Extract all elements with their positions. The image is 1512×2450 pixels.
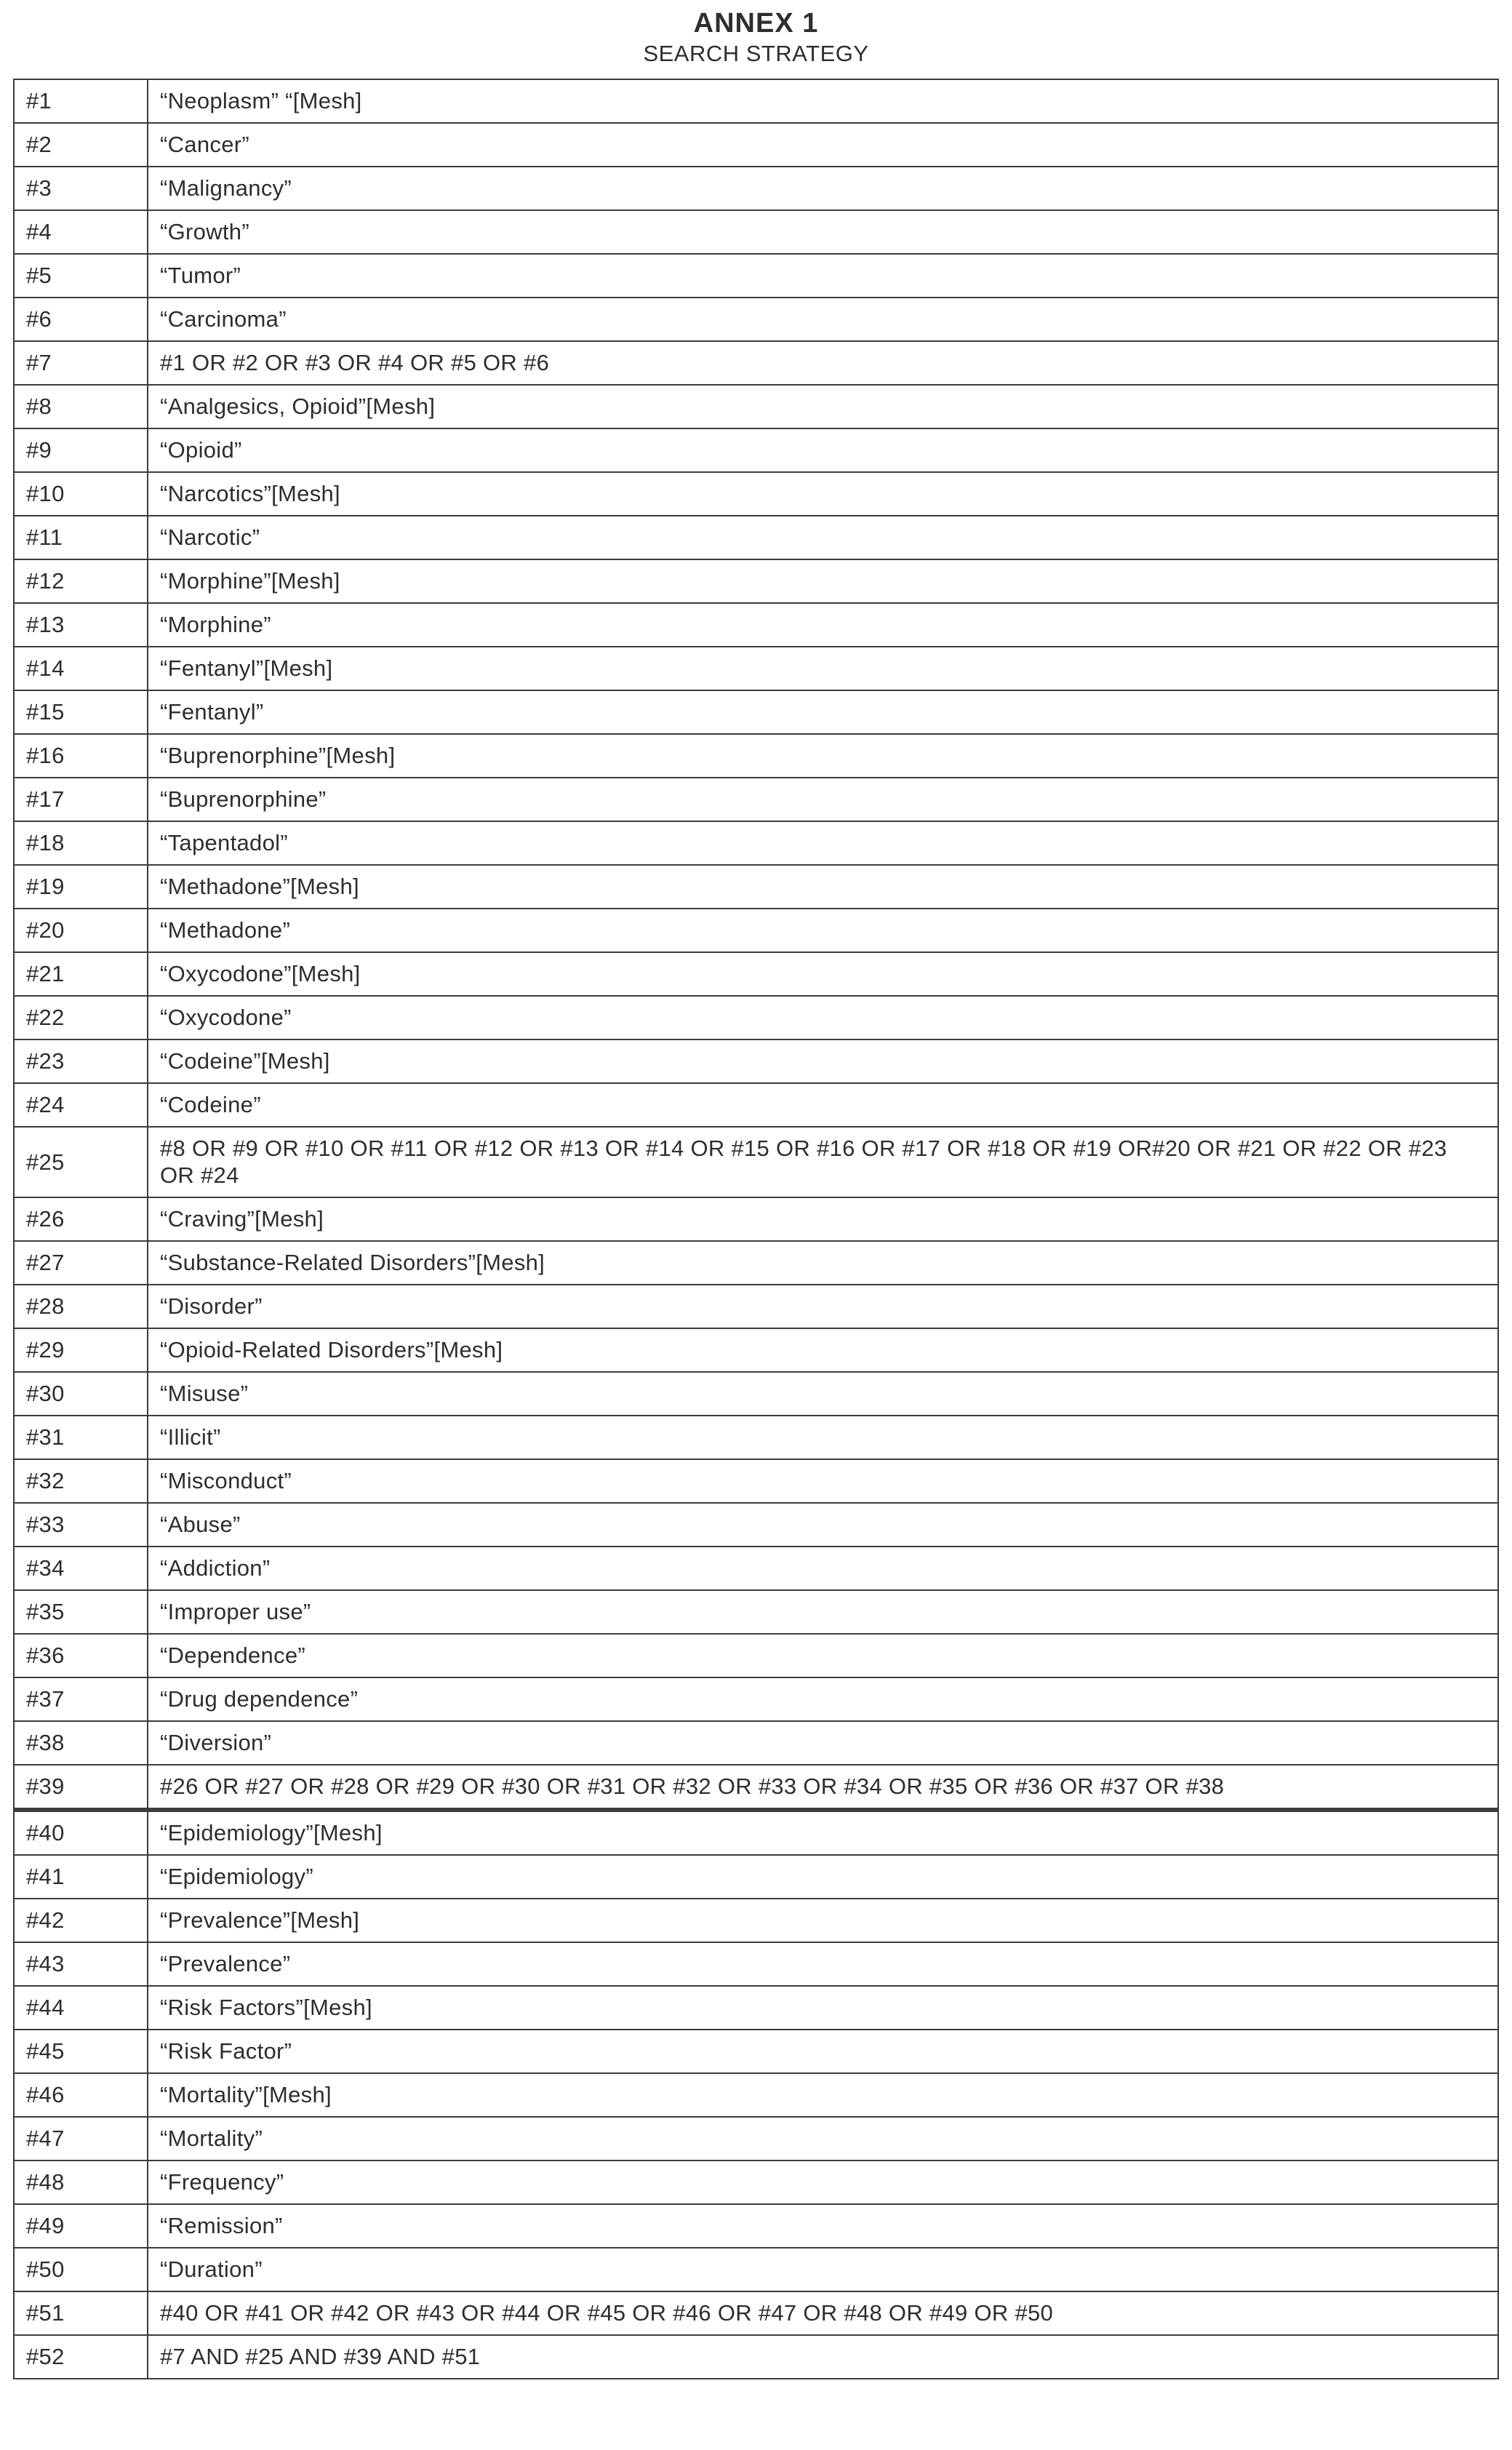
row-term-cell: “Craving”[Mesh] — [148, 1197, 1498, 1241]
row-id-cell: #37 — [14, 1677, 148, 1721]
row-term-cell: “Tapentadol” — [148, 821, 1498, 865]
table-row — [14, 1721, 1498, 1765]
row-term-cell: “Neoplasm” “[Mesh] — [148, 79, 1498, 123]
row-term-cell: “Disorder” — [148, 1285, 1498, 1328]
table-row — [14, 167, 1498, 210]
table-row — [14, 1855, 1498, 1899]
table-row — [14, 1372, 1498, 1416]
row-id-cell: #5 — [14, 254, 148, 298]
table-row — [14, 603, 1498, 647]
table-row — [14, 210, 1498, 254]
row-id-cell: #45 — [14, 2030, 148, 2073]
table-row — [14, 1765, 1498, 1810]
row-term-cell: “Methadone” — [148, 909, 1498, 952]
row-id-cell: #41 — [14, 1855, 148, 1899]
row-term-cell: “Malignancy” — [148, 167, 1498, 210]
table-row — [14, 1810, 1498, 1855]
row-id-cell: #38 — [14, 1721, 148, 1765]
row-term-cell: “Mortality”[Mesh] — [148, 2073, 1498, 2117]
row-id-cell: #4 — [14, 210, 148, 254]
table-row — [14, 996, 1498, 1040]
row-term-cell: “Epidemiology” — [148, 1855, 1498, 1899]
table-row — [14, 865, 1498, 909]
table-row — [14, 1459, 1498, 1503]
row-term-cell: “Misuse” — [148, 1372, 1498, 1416]
row-id-cell: #11 — [14, 516, 148, 559]
row-term-cell: “Addiction” — [148, 1547, 1498, 1590]
row-term-cell: “Narcotics”[Mesh] — [148, 472, 1498, 516]
row-id-cell: #46 — [14, 2073, 148, 2117]
row-id-cell: #47 — [14, 2117, 148, 2160]
row-term-cell: #26 OR #27 OR #28 OR #29 OR #30 OR #31 OR #32 OR #33 OR #34 OR #35 OR #36 OR #37 OR #38 — [148, 1765, 1498, 1810]
row-id-cell: #9 — [14, 428, 148, 472]
table-row — [14, 647, 1498, 690]
row-id-cell: #2 — [14, 123, 148, 167]
row-id-cell: #12 — [14, 559, 148, 603]
row-term-cell: #40 OR #41 OR #42 OR #43 OR #44 OR #45 OR #46 OR #47 OR #48 OR #49 OR #50 — [148, 2291, 1498, 2335]
table-row — [14, 2160, 1498, 2204]
title-block — [0, 7, 1512, 68]
table-row — [14, 1197, 1498, 1241]
row-term-cell: “Growth” — [148, 210, 1498, 254]
table-row — [14, 2073, 1498, 2117]
page-subtitle: SEARCH STRATEGY — [643, 41, 869, 66]
table-row — [14, 1503, 1498, 1547]
row-id-cell: #30 — [14, 1372, 148, 1416]
row-term-cell: “Buprenorphine” — [148, 778, 1498, 821]
table-row — [14, 952, 1498, 996]
row-term-cell: “Opioid” — [148, 428, 1498, 472]
table-row — [14, 385, 1498, 428]
table-row — [14, 559, 1498, 603]
row-id-cell: #10 — [14, 472, 148, 516]
row-term-cell: “Risk Factors”[Mesh] — [148, 1986, 1498, 2030]
table-row — [14, 778, 1498, 821]
row-term-cell: “Fentanyl” — [148, 690, 1498, 734]
table-row — [14, 1083, 1498, 1127]
row-id-cell: #34 — [14, 1547, 148, 1590]
table-row — [14, 516, 1498, 559]
row-id-cell: #50 — [14, 2248, 148, 2291]
row-id-cell: #26 — [14, 1197, 148, 1241]
row-id-cell: #23 — [14, 1040, 148, 1083]
table-row — [14, 1677, 1498, 1721]
row-id-cell: #28 — [14, 1285, 148, 1328]
page-title: ANNEX 1 — [693, 8, 819, 39]
row-term-cell: “Drug dependence” — [148, 1677, 1498, 1721]
table-row — [14, 2291, 1498, 2335]
row-term-cell: “Opioid-Related Disorders”[Mesh] — [148, 1328, 1498, 1372]
row-id-cell: #25 — [14, 1127, 148, 1197]
row-term-cell: “Remission” — [148, 2204, 1498, 2248]
table-row — [14, 2248, 1498, 2291]
row-term-cell: “Oxycodone”[Mesh] — [148, 952, 1498, 996]
row-id-cell: #29 — [14, 1328, 148, 1372]
table-row — [14, 690, 1498, 734]
row-term-cell: “Narcotic” — [148, 516, 1498, 559]
row-id-cell: #52 — [14, 2335, 148, 2379]
table-row — [14, 1040, 1498, 1083]
row-id-cell: #40 — [14, 1810, 148, 1855]
row-term-cell: “Duration” — [148, 2248, 1498, 2291]
row-id-cell: #22 — [14, 996, 148, 1040]
row-id-cell: #24 — [14, 1083, 148, 1127]
row-id-cell: #43 — [14, 1942, 148, 1986]
table-row — [14, 472, 1498, 516]
row-id-cell: #36 — [14, 1634, 148, 1677]
row-term-cell: “Codeine” — [148, 1083, 1498, 1127]
row-id-cell: #8 — [14, 385, 148, 428]
row-id-cell: #15 — [14, 690, 148, 734]
row-id-cell: #7 — [14, 341, 148, 385]
row-id-cell: #35 — [14, 1590, 148, 1634]
table-row — [14, 2335, 1498, 2379]
row-id-cell: #51 — [14, 2291, 148, 2335]
row-term-cell: “Illicit” — [148, 1416, 1498, 1459]
row-id-cell: #19 — [14, 865, 148, 909]
row-id-cell: #49 — [14, 2204, 148, 2248]
row-id-cell: #16 — [14, 734, 148, 778]
row-term-cell: “Substance-Related Disorders”[Mesh] — [148, 1241, 1498, 1285]
row-id-cell: #3 — [14, 167, 148, 210]
row-term-cell: “Morphine” — [148, 603, 1498, 647]
row-term-cell: “Diversion” — [148, 1721, 1498, 1765]
row-term-cell: “Buprenorphine”[Mesh] — [148, 734, 1498, 778]
row-id-cell: #18 — [14, 821, 148, 865]
table-row — [14, 909, 1498, 952]
row-id-cell: #31 — [14, 1416, 148, 1459]
row-term-cell: “Epidemiology”[Mesh] — [148, 1810, 1498, 1855]
row-term-cell: “Carcinoma” — [148, 298, 1498, 341]
row-id-cell: #13 — [14, 603, 148, 647]
row-term-cell: “Prevalence” — [148, 1942, 1498, 1986]
row-id-cell: #48 — [14, 2160, 148, 2204]
row-id-cell: #1 — [14, 79, 148, 123]
row-id-cell: #42 — [14, 1899, 148, 1942]
row-term-cell: “Improper use” — [148, 1590, 1498, 1634]
table-row — [14, 2117, 1498, 2160]
row-term-cell: #7 AND #25 AND #39 AND #51 — [148, 2335, 1498, 2379]
row-term-cell: “Cancer” — [148, 123, 1498, 167]
table-row — [14, 1127, 1498, 1197]
table-row — [14, 1416, 1498, 1459]
row-id-cell: #21 — [14, 952, 148, 996]
row-id-cell: #6 — [14, 298, 148, 341]
table-row — [14, 1547, 1498, 1590]
row-id-cell: #17 — [14, 778, 148, 821]
row-id-cell: #27 — [14, 1241, 148, 1285]
search-strategy-table-body — [14, 79, 1498, 2379]
row-term-cell: “Misconduct” — [148, 1459, 1498, 1503]
row-id-cell: #44 — [14, 1986, 148, 2030]
row-id-cell: #39 — [14, 1765, 148, 1810]
row-term-cell: “Risk Factor” — [148, 2030, 1498, 2073]
table-row — [14, 123, 1498, 167]
row-term-cell: #1 OR #2 OR #3 OR #4 OR #5 OR #6 — [148, 341, 1498, 385]
row-term-cell: “Frequency” — [148, 2160, 1498, 2204]
row-id-cell: #14 — [14, 647, 148, 690]
table-row — [14, 1634, 1498, 1677]
table-row — [14, 2030, 1498, 2073]
table-row — [14, 428, 1498, 472]
table-row — [14, 734, 1498, 778]
row-term-cell: “Tumor” — [148, 254, 1498, 298]
table-row — [14, 821, 1498, 865]
table-row — [14, 1241, 1498, 1285]
row-term-cell: “Oxycodone” — [148, 996, 1498, 1040]
row-term-cell: #8 OR #9 OR #10 OR #11 OR #12 OR #13 OR #14 OR #15 OR #16 OR #17 OR #18 OR #19 OR#20 OR #21 OR #22 OR #23 OR #24 — [148, 1127, 1498, 1197]
row-term-cell: “Morphine”[Mesh] — [148, 559, 1498, 603]
row-id-cell: #20 — [14, 909, 148, 952]
row-id-cell: #32 — [14, 1459, 148, 1503]
table-row — [14, 2204, 1498, 2248]
table-row — [14, 254, 1498, 298]
row-term-cell: “Mortality” — [148, 2117, 1498, 2160]
table-row — [14, 79, 1498, 123]
table-row — [14, 1986, 1498, 2030]
row-id-cell: #33 — [14, 1503, 148, 1547]
search-strategy-table — [13, 79, 1499, 2379]
table-row — [14, 298, 1498, 341]
row-term-cell: “Fentanyl”[Mesh] — [148, 647, 1498, 690]
row-term-cell: “Prevalence”[Mesh] — [148, 1899, 1498, 1942]
row-term-cell: “Abuse” — [148, 1503, 1498, 1547]
row-term-cell: “Codeine”[Mesh] — [148, 1040, 1498, 1083]
table-row — [14, 1590, 1498, 1634]
table-row — [14, 341, 1498, 385]
table-row — [14, 1285, 1498, 1328]
table-row — [14, 1942, 1498, 1986]
row-term-cell: “Analgesics, Opioid”[Mesh] — [148, 385, 1498, 428]
row-term-cell: “Methadone”[Mesh] — [148, 865, 1498, 909]
table-row — [14, 1328, 1498, 1372]
table-row — [14, 1899, 1498, 1942]
row-term-cell: “Dependence” — [148, 1634, 1498, 1677]
